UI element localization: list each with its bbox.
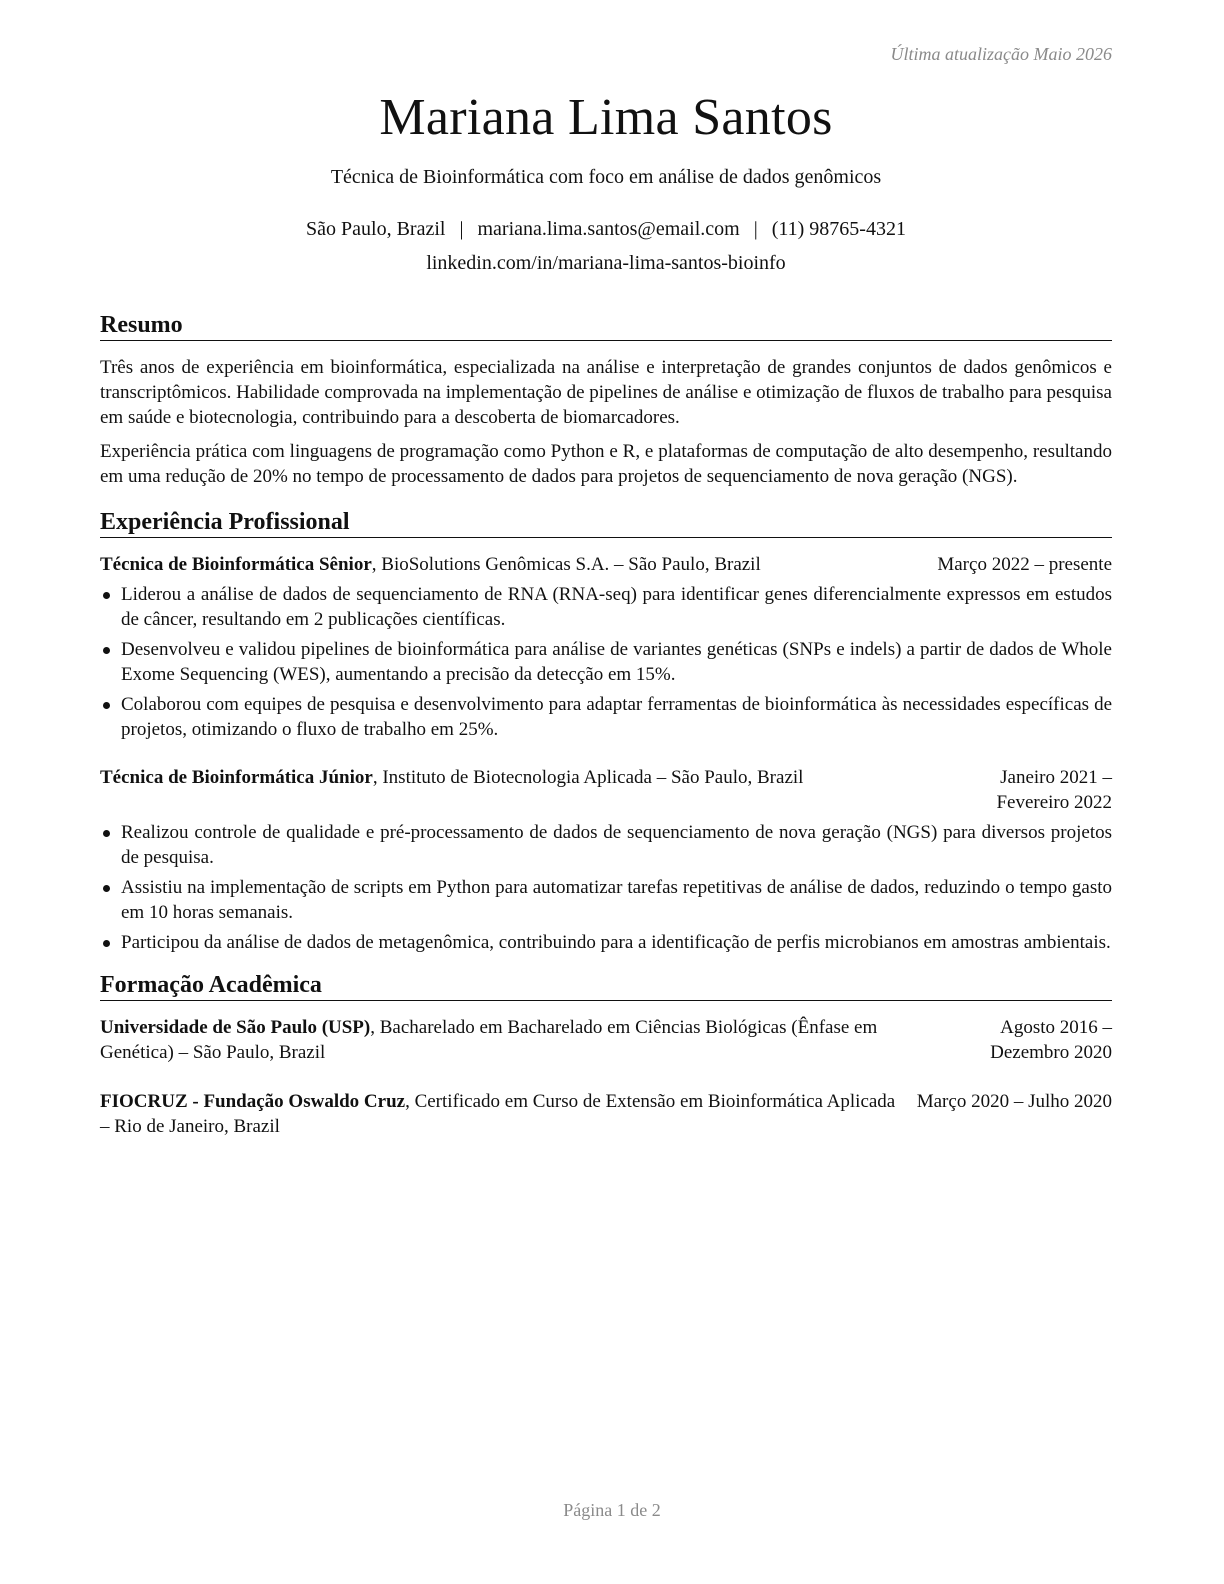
candidate-name: Mariana Lima Santos	[379, 89, 833, 146]
headline: Técnica de Bioinformática com foco em análise de dados genômicos	[330, 166, 882, 188]
job-bullets	[100, 582, 1112, 742]
job-dates: Março 2022 – presente	[937, 554, 1112, 575]
last-updated: Última atualização Maio 2026	[890, 44, 1112, 64]
location: São Paulo, Brazil	[306, 218, 446, 240]
bullet-text: Desenvolveu e validou pipelines de bioinformática para análise de variantes genéticas (SNPs e indels) a partir de dados de Whole Exome Sequencing (WES), aumentando a precisão da detecção em 15%.	[121, 639, 1112, 685]
page-number: Página 1 de 2	[563, 1500, 661, 1520]
job-header	[100, 552, 1112, 577]
contact-separator: |	[753, 218, 758, 240]
degree-detail: , Bacharelado em Bacharelado em Ciências Biológicas (Ênfase em Genética) – São Paulo, Brazil	[100, 1017, 878, 1063]
contact-line-1	[100, 212, 1112, 246]
list-item	[100, 875, 1112, 925]
job-employer: , BioSolutions Genômicas S.A. – São Paulo, Brazil	[371, 554, 761, 575]
section-title-education: Formação Acadêmica	[100, 971, 1112, 1001]
job-entry	[100, 552, 1112, 742]
bullet-text: Liderou a análise de dados de sequenciamento de RNA (RNA-seq) para identificar genes diferencialmente expressos em estudos de câncer, resultando em 2 publicações científicas.	[121, 584, 1112, 630]
job-employer: , Instituto de Biotecnologia Aplicada – São Paulo, Brazil	[372, 767, 804, 788]
job-bullets	[100, 820, 1112, 955]
section-title-summary: Resumo	[100, 311, 1112, 341]
list-item	[100, 692, 1112, 742]
contact-separator: |	[459, 218, 464, 240]
education-entry	[100, 1015, 1112, 1065]
experience-section	[100, 508, 1112, 955]
linkedin-link[interactable]: linkedin.com/in/mariana-lima-santos-bioinfo	[426, 252, 786, 274]
section-title-experience: Experiência Profissional	[100, 508, 1112, 538]
bullet-icon	[103, 940, 110, 947]
phone: (11) 98765-4321	[771, 218, 906, 240]
bullet-text: Colaborou com equipes de pesquisa e desenvolvimento para adaptar ferramentas de bioinformática às necessidades específicas de projetos, otimizando o fluxo de trabalho em 25%.	[121, 694, 1112, 740]
summary-paragraph: Experiência prática com linguagens de programação como Python e R, e plataformas de computação de alto desempenho, resultando em uma redução de 20% no tempo de processamento de dados para projetos de sequenciamento de nova geração (NGS).	[100, 441, 1112, 487]
summary-section	[100, 311, 1112, 489]
job-role: Técnica de Bioinformática Sênior	[100, 554, 372, 575]
bullet-text: Realizou controle de qualidade e pré-processamento de dados de sequenciamento de nova geração (NGS) para diversos projetos de pesquisa.	[121, 822, 1112, 868]
degree-detail: , Certificado em Curso de Extensão em Bioinformática Aplicada – Rio de Janeiro, Brazil	[100, 1091, 896, 1137]
job-role: Técnica de Bioinformática Júnior	[100, 767, 373, 788]
list-item	[100, 637, 1112, 687]
job-dates: Janeiro 2021 – Fevereiro 2022	[996, 767, 1112, 813]
list-item	[100, 820, 1112, 870]
education-dates: Agosto 2016 – Dezembro 2020	[990, 1017, 1112, 1063]
education-dates: Março 2020 – Julho 2020	[916, 1091, 1112, 1112]
bullet-icon	[103, 830, 110, 837]
bullet-text: Participou da análise de dados de metagenômica, contribuindo para a identificação de perfis microbianos em amostras ambientais.	[121, 932, 1111, 953]
bullet-icon	[103, 647, 110, 654]
education-section	[100, 971, 1112, 1139]
summary-paragraph: Três anos de experiência em bioinformática, especializada na análise e interpretação de grandes conjuntos de dados genômicos e transcriptômicos. Habilidade comprovada na implementação de pipelines de análise e otimização de fluxos de trabalho para pesquisa em saúde e biotecnologia, contribuindo para a descoberta de biomarcadores.	[100, 357, 1112, 428]
contact-info	[100, 212, 1112, 280]
bullet-icon	[103, 592, 110, 599]
institution-name: FIOCRUZ - Fundação Oswaldo Cruz	[100, 1091, 406, 1112]
bullet-text: Assistiu na implementação de scripts em Python para automatizar tarefas repetitivas de análise de dados, reduzindo o tempo gasto em 10 horas semanais.	[121, 877, 1112, 923]
education-entry	[100, 1089, 1112, 1139]
bullet-icon	[103, 885, 110, 892]
email-link[interactable]: mariana.lima.santos@email.com	[477, 218, 740, 240]
list-item	[100, 582, 1112, 632]
bullet-icon	[103, 702, 110, 709]
job-header	[100, 765, 1112, 815]
job-entry	[100, 765, 1112, 955]
institution-name: Universidade de São Paulo (USP)	[100, 1017, 371, 1038]
list-item	[100, 930, 1112, 955]
